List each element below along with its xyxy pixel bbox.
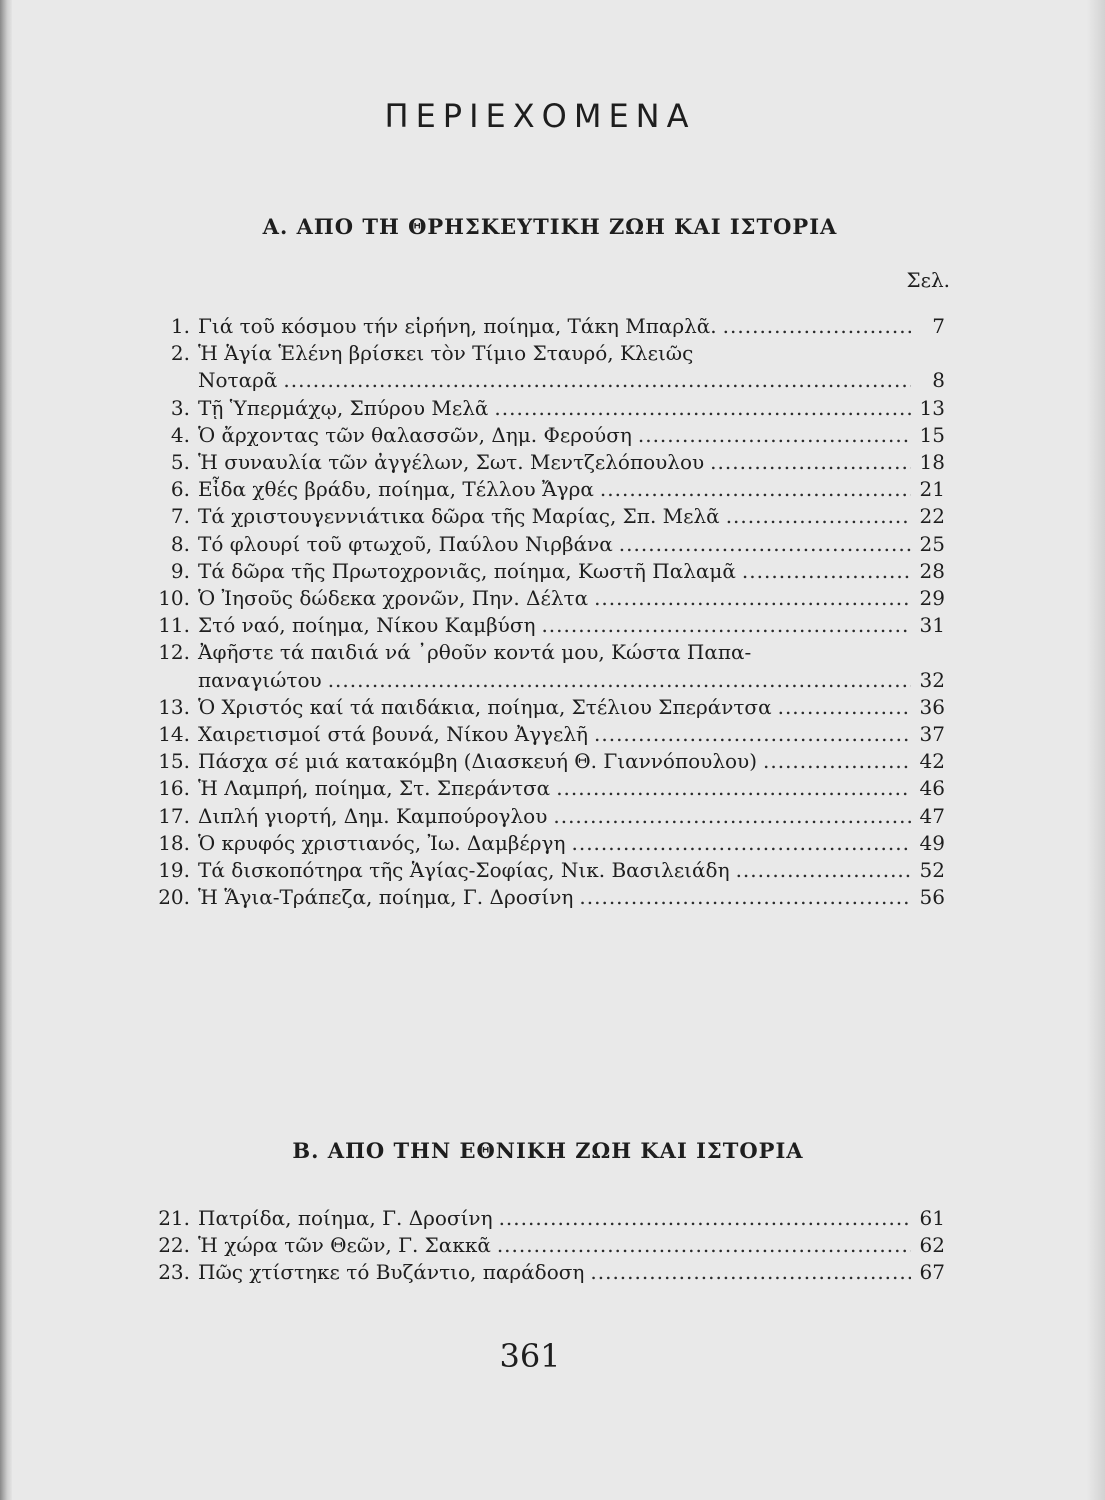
toc-entry [140, 1259, 945, 1286]
dot-leader [590, 1259, 911, 1286]
dot-leader [553, 803, 911, 830]
entry-title: Ἡ Λαμπρή, ποίημα, Στ. Σπεράντσα [198, 776, 551, 801]
dot-leader [494, 395, 911, 422]
entry-title: Τά χριστουγεννιάτικα δῶρα τῆς Μαρίας, Σπ. Μελᾶ [198, 504, 720, 529]
entry-title: Ἡ χώρα τῶν Θεῶν, Γ. Σακκᾶ [198, 1233, 491, 1258]
entry-body [198, 612, 917, 639]
entry-body [198, 531, 917, 558]
dot-leader [579, 884, 911, 911]
toc-entry [140, 422, 945, 449]
dot-leader [499, 1205, 911, 1232]
entry-number: 4. [170, 422, 190, 447]
entry-page: 67 [919, 1260, 945, 1285]
entry-body [198, 585, 917, 612]
section-heading-a: Α. ΑΠΟ ΤΗ ΘΡΗΣΚΕΥΤΙΚΗ ΖΩΗ ΚΑΙ ΙΣΤΟΡΙΑ [262, 214, 838, 239]
entry-page: 42 [919, 749, 945, 774]
entry-title: Διπλή γιορτή, Δημ. Καμπούρογλου [198, 803, 548, 828]
entry-continuation [198, 667, 917, 694]
dot-leader [742, 558, 911, 585]
entry-body [198, 449, 917, 476]
entry-number: 21. [158, 1206, 190, 1230]
entry-title: Ὁ Ἰησοῦς δώδεκα χρονῶν, Πην. Δέλτα [198, 586, 589, 611]
entry-number: 8. [170, 531, 190, 556]
entry-title: Ὁ Χριστός καί τά παιδάκια, ποίημα, Στέλιου Σπεράντσα [198, 694, 772, 719]
entry-page: 32 [919, 667, 945, 692]
toc-entry [140, 639, 945, 693]
entry-page: 8 [932, 368, 945, 393]
entry-number: 3. [170, 395, 190, 420]
entry-page: 52 [919, 858, 945, 883]
dot-leader [541, 612, 911, 639]
entry-number: 1. [170, 314, 190, 338]
dot-leader [594, 585, 911, 612]
entry-page: 61 [919, 1206, 945, 1230]
entry-body [198, 1259, 917, 1286]
entry-body [198, 639, 917, 693]
entry-body [198, 857, 917, 884]
entry-body [198, 1232, 917, 1259]
entry-body [198, 1205, 917, 1232]
entry-number: 11. [158, 613, 190, 638]
entry-number: 19. [158, 858, 190, 883]
section-heading-b: Β. ΑΠΟ ΤΗΝ ΕΘΝΙΚΗ ΖΩΗ ΚΑΙ ΙΣΤΟΡΙΑ [292, 1138, 804, 1163]
dot-leader [497, 1232, 911, 1259]
entry-body [198, 476, 917, 503]
dot-leader [638, 422, 911, 449]
entry-page: 49 [919, 830, 945, 855]
entry-title: Εἶδα χθές βράδυ, ποίημα, Τέλλου Ἄγρα [198, 477, 594, 502]
entry-title: Ἡ συναυλία τῶν ἀγγέλων, Σωτ. Μεντζελόπουλου [198, 450, 705, 475]
toc-entry [140, 612, 945, 639]
entry-body [198, 748, 917, 775]
entry-title: Ὁ κρυφός χριστιανός, Ἰω. Δαμβέργη [198, 830, 566, 855]
dot-leader [619, 531, 911, 558]
page-number: 361 [499, 1337, 561, 1375]
entry-page: 13 [919, 395, 945, 420]
dot-leader [600, 476, 911, 503]
toc-entry [140, 830, 945, 857]
entry-body [198, 884, 917, 911]
page-title: ΠΕΡΙΕΧΟΜΕΝΑ [384, 97, 696, 135]
entry-continuation [198, 367, 917, 394]
entry-page: 28 [919, 558, 945, 583]
entry-page: 29 [919, 586, 945, 611]
dot-leader [763, 748, 911, 775]
entry-page: 31 [919, 613, 945, 638]
entry-page: 37 [919, 722, 945, 747]
entry-number: 22. [158, 1233, 190, 1258]
toc-entry [140, 884, 945, 911]
toc-entry [140, 313, 945, 340]
entry-title-continued: Νοταρᾶ [198, 368, 278, 393]
toc-entry [140, 585, 945, 612]
entry-number: 6. [170, 477, 190, 502]
dot-leader [778, 694, 911, 721]
entry-title: Τῇ Ὑπερμάχῳ, Σπύρου Μελᾶ [198, 395, 489, 420]
entry-body [198, 721, 917, 748]
entry-title: Τά δισκοπότηρα τῆς Ἁγίας-Σοφίας, Νικ. Βασιλειάδη [198, 858, 730, 883]
toc-entry [140, 748, 945, 775]
toc-entry [140, 340, 945, 394]
entry-number: 2. [170, 341, 190, 366]
entry-number: 14. [158, 722, 190, 747]
entry-number: 7. [170, 504, 190, 529]
entry-body [198, 313, 917, 340]
entry-title: Τό φλουρί τοῦ φτωχοῦ, Παύλου Νιρβάνα [198, 531, 613, 556]
entry-page: 62 [919, 1233, 945, 1258]
dot-leader [723, 313, 911, 340]
entry-title: Γιά τοῦ κόσμου τήν εἰρήνη, ποίημα, Τάκη Μπαρλᾶ. [198, 314, 717, 338]
entry-number: 13. [158, 694, 190, 719]
toc-entry [140, 503, 945, 530]
entry-number: 16. [158, 776, 190, 801]
entry-title: Ἀφῆστε τά παιδιά νά ᾽ρθοῦν κοντά μου, Κώστα Παπα- [198, 640, 752, 665]
entry-body [198, 422, 917, 449]
entry-body [198, 558, 917, 585]
entry-title: Στό ναό, ποίημα, Νίκου Καμβύση [198, 613, 536, 638]
toc-entry [140, 1232, 945, 1259]
entry-number: 20. [158, 885, 190, 910]
page-column-label: Σελ. [906, 268, 950, 292]
entry-number: 15. [158, 749, 190, 774]
entry-title: Πῶς χτίστηκε τό Βυζάντιο, παράδοση [198, 1260, 585, 1285]
entry-number: 18. [158, 830, 190, 855]
toc-entry [140, 857, 945, 884]
entry-number: 5. [170, 450, 190, 475]
entry-title: Ἡ Ἅγια-Τράπεζα, ποίημα, Γ. Δροσίνη [198, 885, 574, 910]
dot-leader [556, 775, 911, 802]
entry-page: 46 [919, 776, 945, 801]
entry-body [198, 803, 917, 830]
entry-title: Ὁ ἄρχοντας τῶν θαλασσῶν, Δημ. Φερούση [198, 422, 632, 447]
toc-list-a [140, 313, 945, 911]
dot-leader [736, 857, 911, 884]
toc-entry [140, 721, 945, 748]
entry-page: 56 [919, 885, 945, 910]
entry-page: 21 [919, 477, 945, 502]
toc-entry [140, 558, 945, 585]
dot-leader [726, 503, 911, 530]
entry-body [198, 503, 917, 530]
entry-page: 22 [919, 504, 945, 529]
toc-entry [140, 694, 945, 721]
entry-number: 9. [170, 558, 190, 583]
entry-title: Τά δῶρα τῆς Πρωτοχρονιᾶς, ποίημα, Κωστῆ Παλαμᾶ [198, 558, 736, 583]
dot-leader [594, 721, 911, 748]
entry-body [198, 395, 917, 422]
toc-entry [140, 449, 945, 476]
entry-number: 17. [158, 803, 190, 828]
dot-leader [571, 830, 911, 857]
dot-leader [710, 449, 911, 476]
toc-entry [140, 803, 945, 830]
entry-title: Πάσχα σέ μιά κατακόμβη (Διασκευή Θ. Γιαννόπουλου) [198, 749, 757, 774]
toc-entry [140, 395, 945, 422]
toc-entry [140, 476, 945, 503]
dot-leader [328, 667, 911, 694]
entry-page: 36 [919, 694, 945, 719]
entry-body [198, 775, 917, 802]
entry-title: Πατρίδα, ποίημα, Γ. Δροσίνη [198, 1206, 493, 1230]
entry-body [198, 340, 917, 394]
entry-body [198, 830, 917, 857]
toc-entry [140, 531, 945, 558]
entry-number: 23. [158, 1260, 190, 1285]
entry-title-continued: παναγιώτου [198, 667, 322, 692]
dot-leader [283, 367, 911, 394]
entry-page: 47 [919, 803, 945, 828]
entry-number: 12. [158, 640, 190, 665]
entry-page: 25 [919, 531, 945, 556]
entry-page: 18 [919, 450, 945, 475]
entry-number: 10. [158, 586, 190, 611]
entry-title: Ἡ Ἁγία Ἑλένη βρίσκει τὸν Τίμιο Σταυρό, Κλειῶς [198, 341, 694, 366]
entry-body [198, 694, 917, 721]
toc-entry [140, 1205, 945, 1232]
toc-entry [140, 775, 945, 802]
entry-page: 15 [919, 422, 945, 447]
entry-title: Χαιρετισμοί στά βουνά, Νίκου Ἀγγελῆ [198, 722, 588, 747]
entry-page: 7 [932, 314, 945, 338]
toc-list-b [140, 1205, 945, 1287]
